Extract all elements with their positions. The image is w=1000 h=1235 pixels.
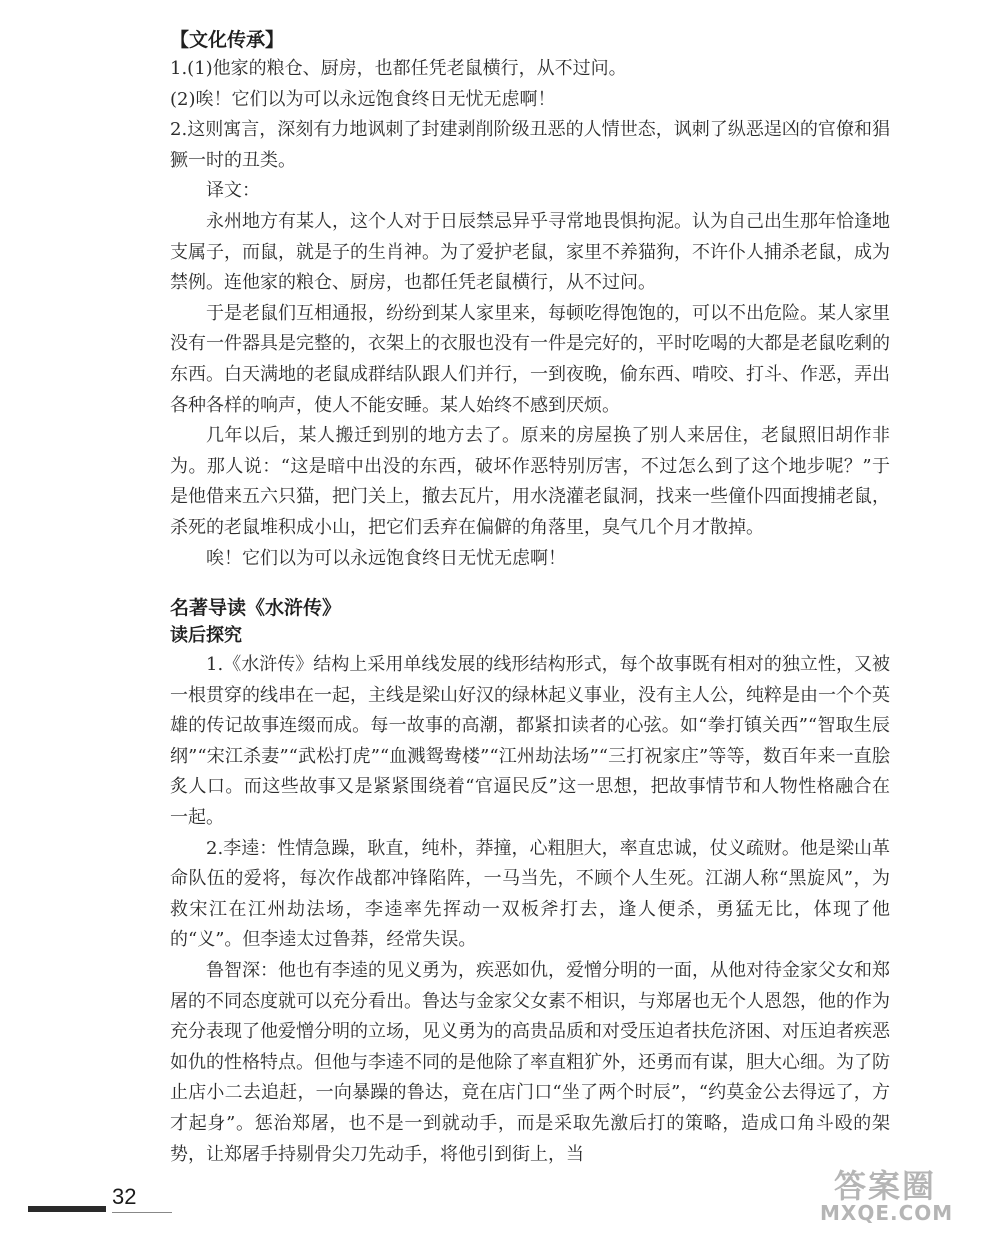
footer-rule — [112, 1212, 172, 1213]
footer-bar — [28, 1206, 106, 1212]
answer-1-2: (2)唉！它们以为可以永远饱食终日无忧无虑啊！ — [170, 88, 556, 110]
watermark-logo-text: 答案圈 — [834, 1167, 937, 1205]
page-footer — [28, 1180, 168, 1220]
inquiry-paragraph: 1.《水浒传》结构上采用单线发展的线形结构形式，每个故事既有相对的独立性，又被一根贯穿的线串在一起，主线是梁山好汉的绿林起义事业，没有主人公，纯粹是由一个个英雄的传记故事连缀而成。每一故事的高潮，都紧扣读者的心弦。如“拳打镇关西”“智取生辰纲”“宋江杀妻”“武松打虎”“血溅鸳鸯楼”“江州劫法场”“三打祝家庄”等等，数百年来一直脍炙人口。而这些故事又是紧紧围绕着“官逼民反”这一思想，把故事情节和人物性格融合在一起。 — [170, 654, 890, 829]
answer-1-1: 1.(1)他家的粮仓、厨房，也都任凭老鼠横行，从不过问。 — [170, 58, 627, 79]
inquiry-paragraph: 鲁智深：他也有李逵的见义勇为，疾恶如仇，爱憎分明的一面，从他对待金家父女和郑屠的不同态度就可以充分看出。鲁达与金家父女素不相识，与郑屠也无个人恩怨，他的作为充分表现了他爱憎分明的立场，见义勇为的高贵品质和对受压迫者扶危济困、对压迫者疾恶如仇的性格特点。但他与李逵不同的是他除了率直粗犷外，还勇而有谋，胆大心细。为了防止店小二去追赶，一向暴躁的鲁达，竟在店门口“坐了两个时辰”，“约莫金公去得远了，方才起身”。惩治郑屠，也不是一到就动手，而是采取先激后打的策略，造成口角斗殴的架势，让郑屠手持剔骨尖刀先动手，将他引到街上，当 — [170, 960, 890, 1165]
translation-paragraph: 几年以后，某人搬迁到别的地方去了。原来的房屋换了别人来居住，老鼠照旧胡作非为。那人说：“这是暗中出没的东西，破坏作恶特别厉害，不过怎么到了这个地步呢？”于是他借来五六只猫，把门关上，撤去瓦片，用水浇灌老鼠洞，找来一些僮仆四面搜捕老鼠，杀死的老鼠堆积成小山，把它们丢弃在偏僻的角落里，臭气几个月才散掉。 — [170, 425, 890, 538]
subheading-reading-inquiry: 读后探究 — [170, 625, 242, 647]
inquiry-paragraph: 2.李逵：性情急躁，耿直，纯朴，莽撞，心粗胆大，率直忠诚，仗义疏财。他是梁山革命队伍的爱将，每次作战都冲锋陷阵，一马当先，不顾个人生死。江湖人称“黑旋风”，为救宋江在江州劫法场，李逵率先挥动一双板斧打去，逢人便杀，勇猛无比，体现了他的“义”。但李逵太过鲁莽，经常失误。 — [170, 837, 890, 951]
page-number: 32 — [112, 1184, 137, 1209]
section-heading-classic: 名著导读《水浒传》 — [170, 597, 342, 620]
translation-label: 译文： — [206, 180, 260, 202]
section-heading-culture: 【文化传承】 — [170, 29, 285, 51]
watermark-logo — [820, 1161, 990, 1229]
answer-2: 2.这则寓言，深刻有力地讽刺了封建剥削阶级丑恶的人情世态，讽刺了纵恶逞凶的官僚和猖獗一时的丑类。 — [170, 119, 890, 171]
watermark-url-text: MXQE.COM — [820, 1201, 954, 1225]
translation-paragraph: 于是老鼠们互相通报，纷纷到某人家里来，每顿吃得饱饱的，可以不出危险。某人家里没有一件器具是完整的，衣架上的衣服也没有一件是完好的，平时吃喝的大都是老鼠吃剩的东西。白天满地的老鼠成群结队跟人们并行，一到夜晚，偷东西、啃咬、打斗、作恶，弄出各种各样的响声，使人不能安睡。某人始终不感到厌烦。 — [170, 302, 890, 416]
page-content — [170, 26, 890, 1170]
translation-paragraph: 唉！它们以为可以永远饱食终日无忧无虑啊！ — [206, 547, 566, 569]
translation-paragraph: 永州地方有某人，这个人对于日辰禁忌异乎寻常地畏惧拘泥。认为自己出生那年恰逢地支属子，而鼠，就是子的生肖神。为了爱护老鼠，家里不养猫狗，不许仆人捕杀老鼠，成为禁例。连他家的粮仓、厨房，也都任凭老鼠横行，从不过问。 — [170, 210, 890, 294]
